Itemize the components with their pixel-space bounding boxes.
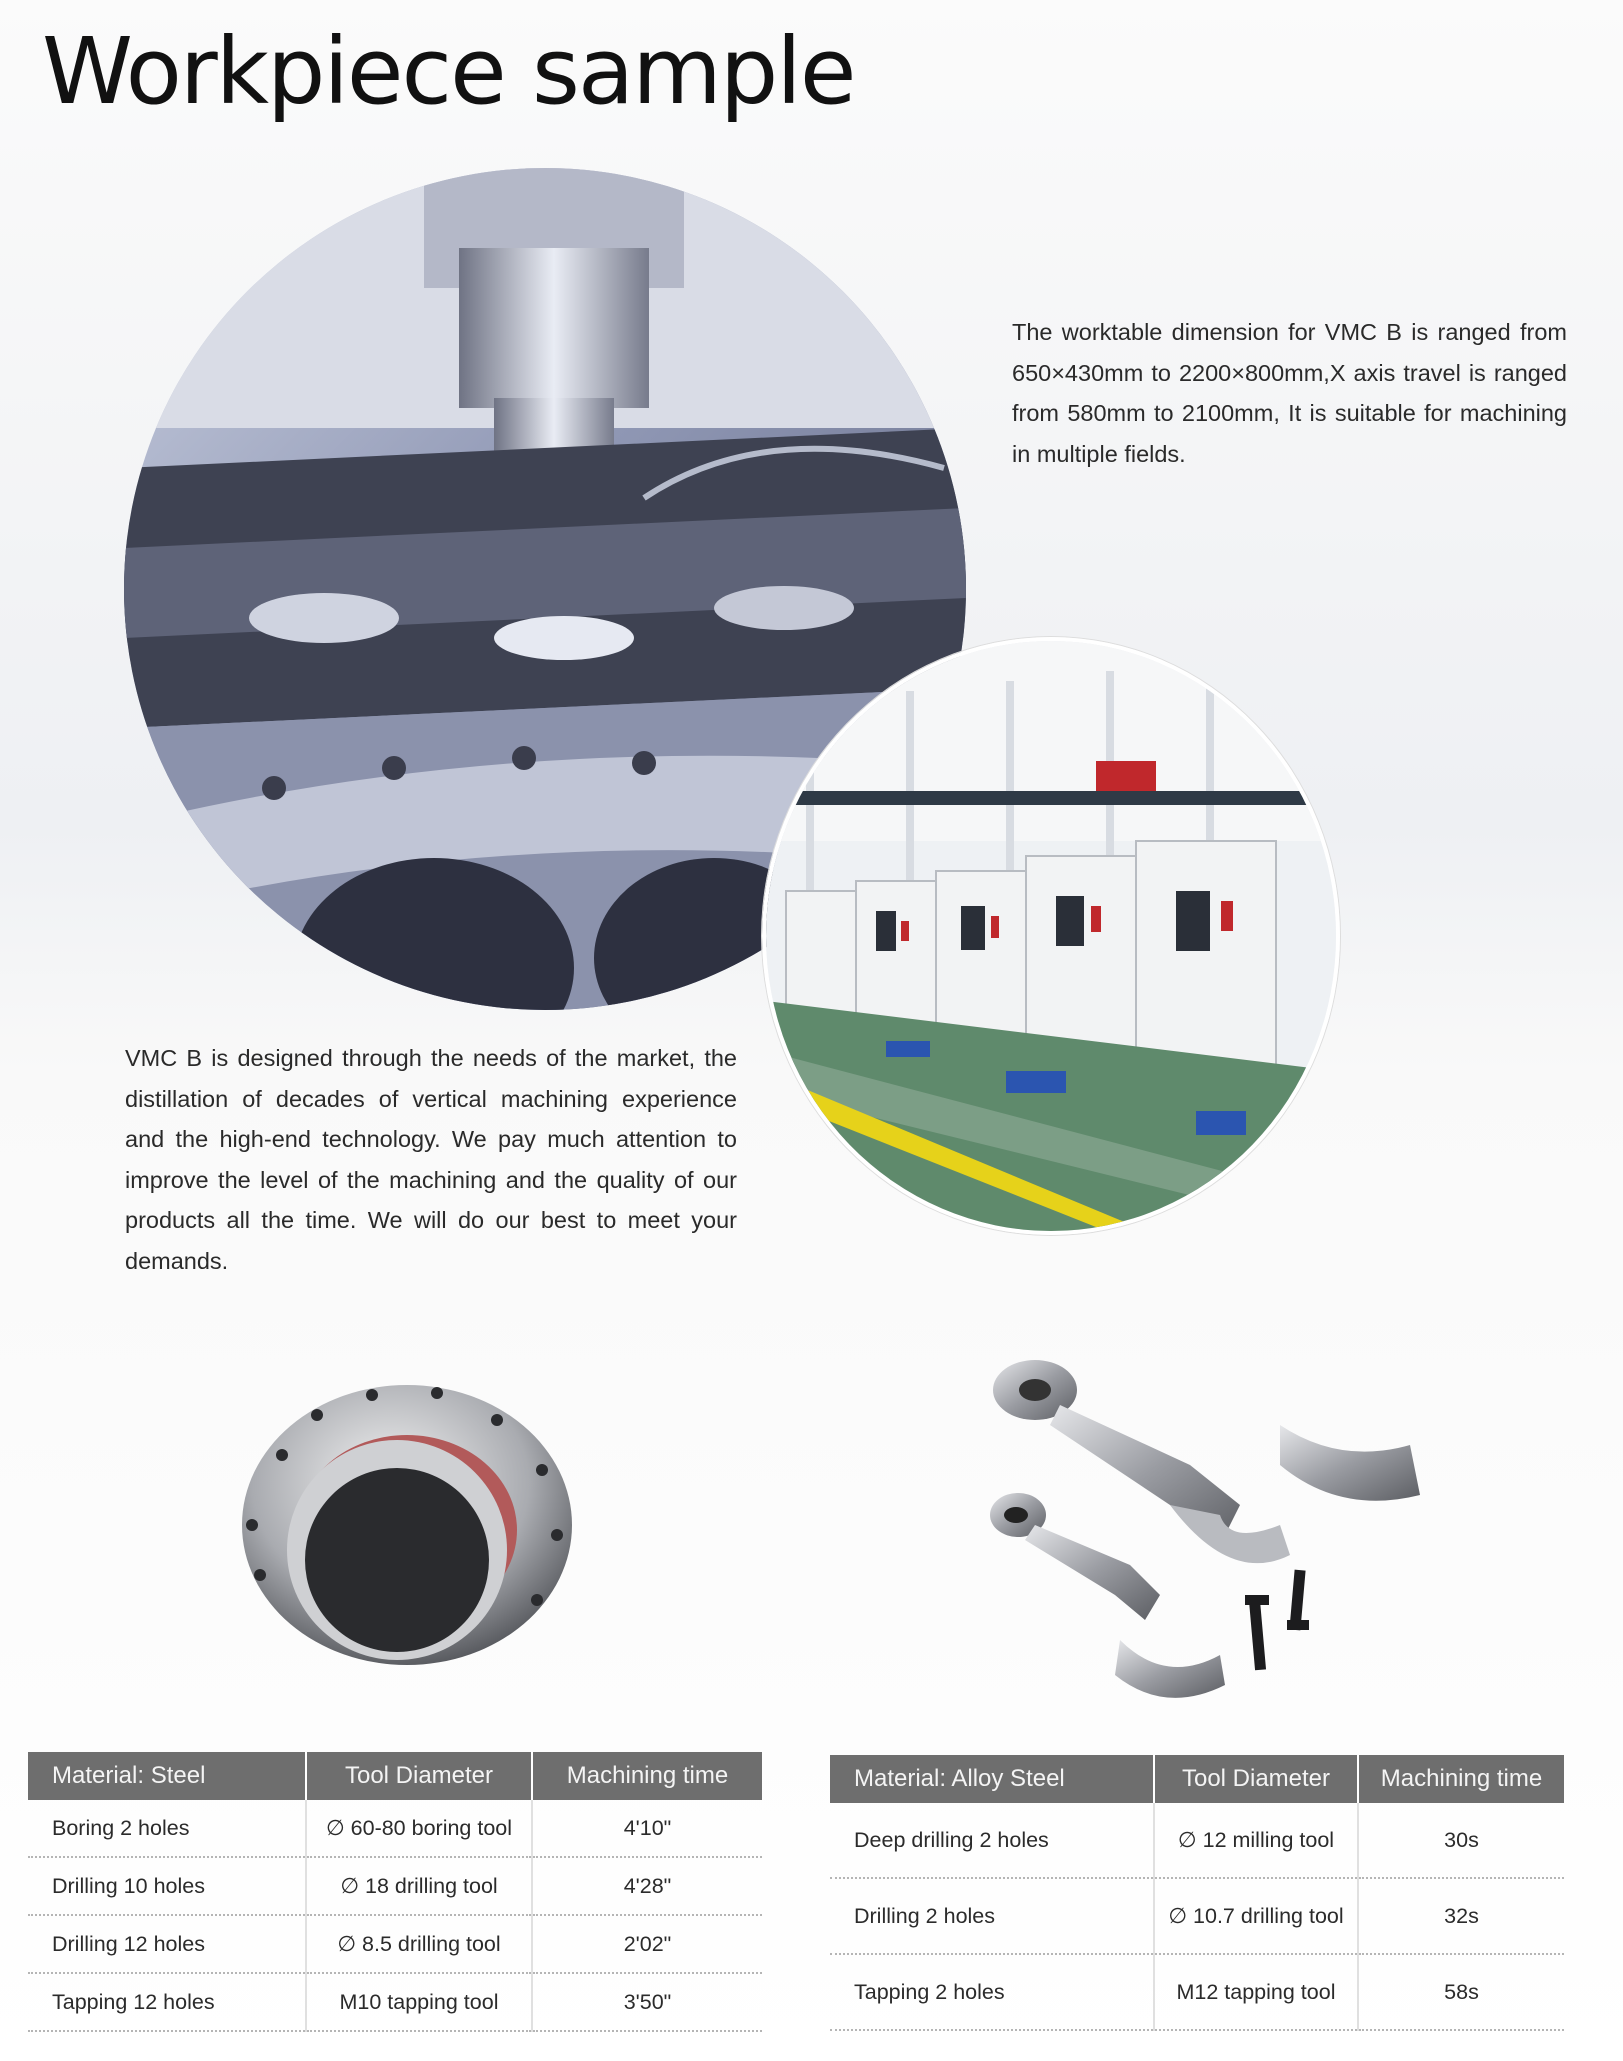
- table-row: [830, 1803, 1564, 1878]
- header-material: Material: Alloy Steel: [830, 1755, 1154, 1803]
- hub-workpiece-photo: [222, 1375, 572, 1705]
- connecting-rods-photo: [990, 1355, 1430, 1725]
- tool-cell: ∅ 60-80 boring tool: [306, 1800, 532, 1857]
- tool-cell: ∅ 8.5 drilling tool: [306, 1915, 532, 1973]
- header-machining-time: Machining time: [1358, 1755, 1564, 1803]
- alloy-steel-machining-table: [830, 1755, 1564, 2031]
- operation-cell: Drilling 10 holes: [28, 1857, 306, 1915]
- factory-production-line-photo: [762, 637, 1340, 1235]
- operation-cell: Boring 2 holes: [28, 1800, 306, 1857]
- operation-cell: Tapping 2 holes: [830, 1954, 1154, 2030]
- time-cell: 4'10": [532, 1800, 762, 1857]
- table-row: [830, 1878, 1564, 1954]
- table-header-row: [28, 1752, 762, 1800]
- tool-cell: M10 tapping tool: [306, 1973, 532, 2031]
- tool-cell: ∅ 10.7 drilling tool: [1154, 1878, 1358, 1954]
- time-cell: 4'28": [532, 1857, 762, 1915]
- time-cell: 2'02": [532, 1915, 762, 1973]
- time-cell: 32s: [1358, 1878, 1564, 1954]
- header-machining-time: Machining time: [532, 1752, 762, 1800]
- operation-cell: Tapping 12 holes: [28, 1973, 306, 2031]
- time-cell: 58s: [1358, 1954, 1564, 2030]
- table-row: [28, 1800, 762, 1857]
- table-row: [28, 1857, 762, 1915]
- time-cell: 3'50": [532, 1973, 762, 2031]
- table-row: [830, 1954, 1564, 2030]
- steel-machining-table: [28, 1752, 762, 2032]
- operation-cell: Drilling 2 holes: [830, 1878, 1154, 1954]
- page-title: Workpiece sample: [42, 18, 855, 125]
- tool-cell: M12 tapping tool: [1154, 1954, 1358, 2030]
- header-tool-diameter: Tool Diameter: [1154, 1755, 1358, 1803]
- table-row: [28, 1973, 762, 2031]
- header-tool-diameter: Tool Diameter: [306, 1752, 532, 1800]
- table-row: [28, 1915, 762, 1973]
- description-paragraph: VMC B is designed through the needs of the market, the distillation of decades of vertical machining experience and the high-end technology. We pay much attention to improve the level of the machining and the quality of our products all the time. We will do our best to meet your demands.: [125, 1045, 737, 1274]
- header-material: Material: Steel: [28, 1752, 306, 1800]
- intro-paragraph: The worktable dimension for VMC B is ranged from 650×430mm to 2200×800mm,X axis travel is ranged from 580mm to 2100mm, It is suitable for machining in multiple fields.: [1012, 319, 1567, 467]
- time-cell: 30s: [1358, 1803, 1564, 1878]
- operation-cell: Deep drilling 2 holes: [830, 1803, 1154, 1878]
- table-header-row: [830, 1755, 1564, 1803]
- tool-cell: ∅ 12 milling tool: [1154, 1803, 1358, 1878]
- operation-cell: Drilling 12 holes: [28, 1915, 306, 1973]
- tool-cell: ∅ 18 drilling tool: [306, 1857, 532, 1915]
